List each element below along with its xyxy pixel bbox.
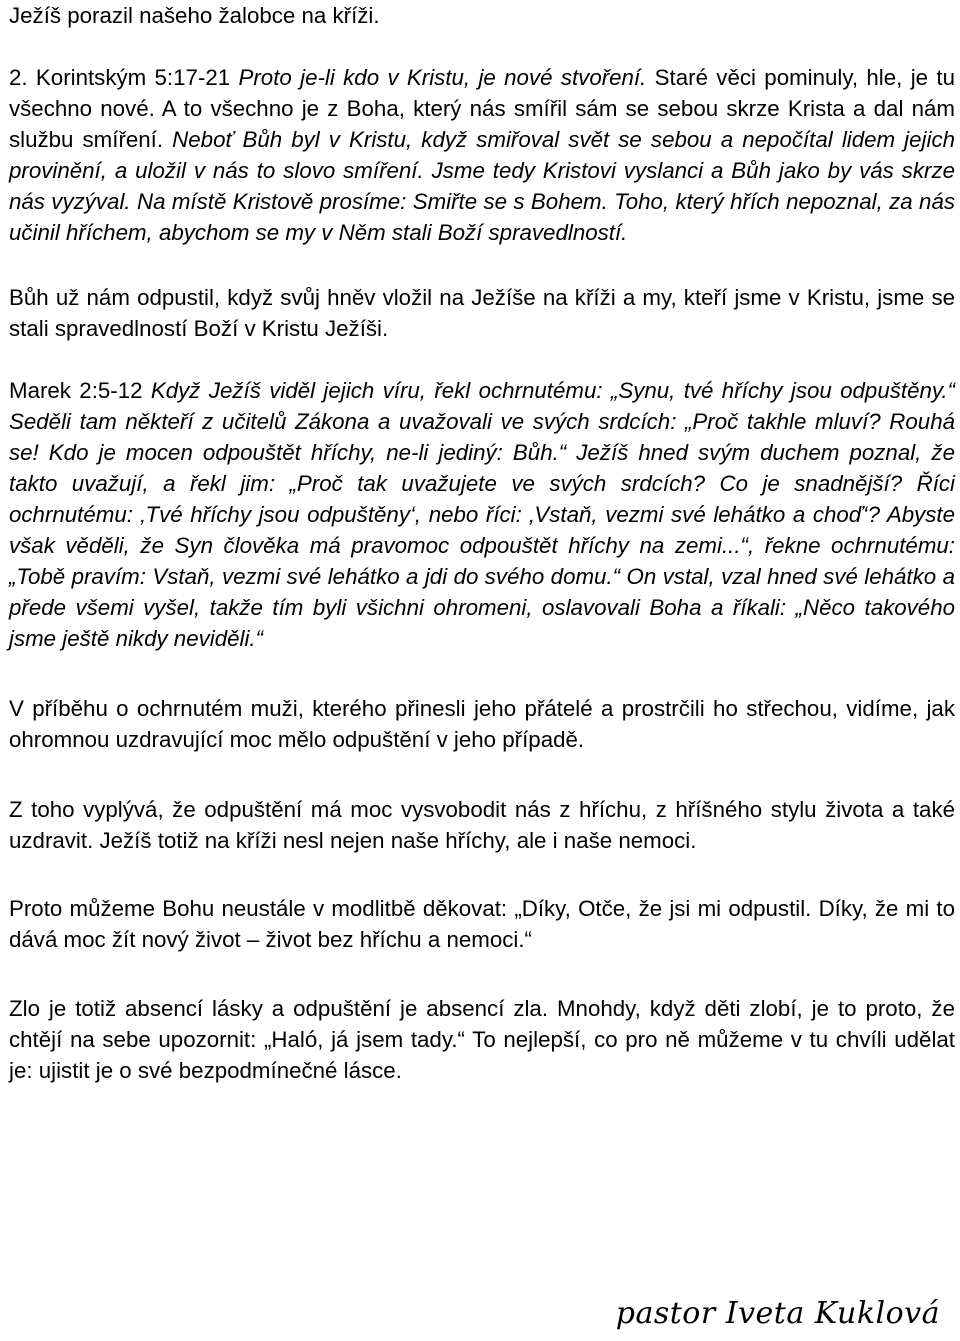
paragraph-prayer: Proto můžeme Bohu neustále v modlitbě děkovat: „Díky, Otče, že jsi mi odpustil. Díky, že mi to dává moc žít nový život – život bez hříchu a nemoci.“ [9, 896, 955, 952]
scripture-reference: Marek 2:5-12 [9, 378, 151, 403]
scripture-quote: Toho, který hřích nepoznal, za nás učinil hříchem, abychom se my v Něm stali Boží spravedlností. [9, 189, 955, 245]
scripture-quote: Ježíš hned svým duchem poznal, že takto uvažují, a řekl jim: „Proč tak uvažujete ve svých srdcích? Co je snadnější? Říci ochrnutému: ‚Tvé hříchy jsou odpuštěny‘, nebo říci: ‚Vstaň, vezmi své lehátko a choď‘? Abyste však věděli, že Syn člověka má pravomoc odpouštět hříchy na zemi...“, řekne ochrnutému: „Tobě pravím: Vstaň, vezmi své lehátko a jdi do svého domu.“ [9, 440, 955, 589]
paragraph-love: Zlo je totiž absencí lásky a odpuštění je absencí zla. Mnohdy, když děti zlobí, je to proto, že chtějí na sebe upozornit: „Haló, já jsem tady.“ To nejlepší, co pro ně můžeme v tu chvíli udělat je: ujistit je o své bezpodmínečné lásce. [9, 996, 955, 1083]
scripture-quote: Proto je-li kdo v Kristu, je nové stvoření. [238, 65, 647, 90]
scripture-reference: 2. Korintským 5:17-21 [9, 65, 239, 90]
scripture-quote: Když Ježíš viděl jejich víru, řekl ochrnutému: „Synu, tvé hříchy jsou odpuštěny.“ [150, 378, 955, 403]
document-page [9, 0, 955, 1086]
scripture-quote: On vstal, vzal hned své lehátko a přede všemi vyšel, takže tím byli všichni ohromeni, oslavovali Boha a říkali: „Něco takového jsme ještě nikdy neviděli.“ [9, 564, 955, 651]
intro-line: Ježíš porazil našeho žalobce na kříži. [9, 3, 380, 28]
paragraph-corinthians [9, 62, 955, 248]
paragraph-paralytic: V příběhu o ochrnutém muži, kterého přinesli jeho přátelé a prostrčili ho střechou, vidíme, jak ohromnou uzdravující moc mělo odpuštění v jeho případě. [9, 696, 955, 752]
scripture-quote: Neboť Bůh byl v Kristu, když smiřoval svět se sebou a nepočítal lidem jejich provinění, a uložil v nás to slovo smíření. [9, 127, 955, 183]
scripture-quote: Seděli tam někteří z učitelů Zákona a uvažovali ve svých srdcích: „Proč takhle mluví? Rouhá se! Kdo je mocen odpouštět hříchy, ne-li jediný: Bůh.“ [9, 409, 955, 465]
paragraph-mark [9, 375, 955, 654]
paragraph-healing: Z toho vyplývá, že odpuštění má moc vysvobodit nás z hříchu, z hříšného stylu života a také uzdravit. Ježíš totiž na kříži nesl nejen naše hříchy, ale i naše nemoci. [9, 797, 955, 853]
scripture-quote: Staré věci pominuly, hle, je tu všechno nové. A to všechno je z Boha, který nás smířil sám se sebou skrze Krista a dal nám službu smíření. [9, 65, 955, 152]
scripture-quote: Jsme tedy Kristovi vyslanci a Bůh jako by vás skrze nás vyzýval. [9, 158, 955, 214]
scripture-quote: Na místě Kristově prosíme: Smiřte se s Bohem. [130, 189, 608, 214]
signature: pastor Iveta Kuklová [615, 1296, 940, 1331]
paragraph-forgiveness: Bůh už nám odpustil, když svůj hněv vložil na Ježíše na kříži a my, kteří jsme v Kristu, jsme se stali spravedlností Boží v Kristu Ježíši. [9, 285, 955, 341]
